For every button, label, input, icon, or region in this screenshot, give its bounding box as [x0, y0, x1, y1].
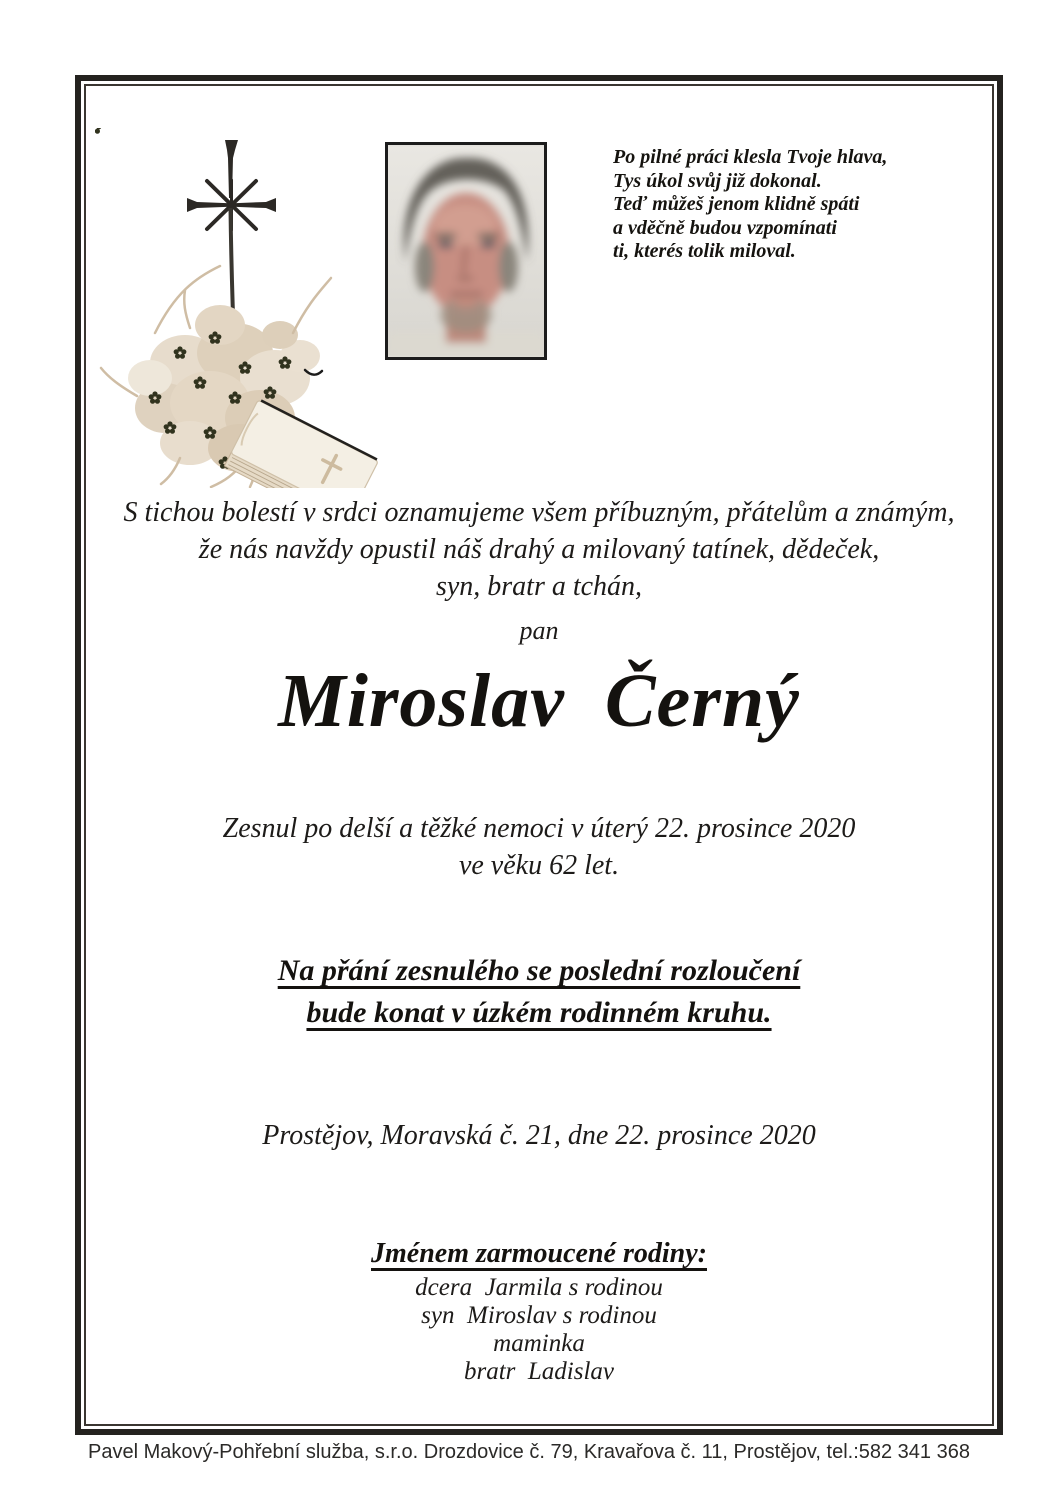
death-info-line: ve věku 62 let. [458, 850, 620, 881]
announcement-line: že nás navždy opustil náš drahý a milovaný tatínek, dědeček, [198, 534, 880, 565]
death-info-line: Zesnul po delší a těžké nemoci v úterý 22. prosince 2020 [222, 813, 856, 844]
farewell-line: bude konat v úzkém rodinném kruhu. [306, 996, 772, 1029]
family-member: dcera Jarmila s rodinou [415, 1274, 663, 1301]
portrait-image [388, 145, 544, 357]
condolence-poem [613, 146, 933, 264]
death-info [75, 810, 1003, 884]
family-member: bratr Ladislav [463, 1358, 615, 1385]
poem-line: a vděčně budou vzpomínati [613, 216, 837, 239]
salutation: pan [519, 616, 559, 645]
deceased-name: Miroslav Černý [278, 659, 800, 743]
poem-line: ti, kterés tolik miloval. [613, 240, 796, 262]
family-members-list [75, 1274, 1003, 1386]
cross-and-flowers-icon [95, 128, 405, 488]
poem-line: Po pilné práci klesla Tvoje hlava, [613, 146, 888, 168]
farewell-notice [75, 950, 1003, 1034]
cross-bouquet-svg [95, 128, 405, 488]
family-member: syn Miroslav s rodinou [421, 1302, 657, 1329]
announcement-text [75, 494, 1003, 605]
announcement-line: syn, bratr a tchán, [435, 571, 643, 602]
funeral-home-footer: Pavel Makový-Pohřební služba, s.r.o. Drozdovice č. 79, Kravařova č. 11, Prostějov, tel.:582 341 368 [88, 1441, 970, 1463]
family-member: maminka [493, 1330, 585, 1357]
poem-line: Tys úkol svůj již dokonal. [613, 169, 822, 192]
portrait-photo [385, 142, 547, 360]
place-and-date: Prostějov, Moravská č. 21, dne 22. prosince 2020 [262, 1120, 816, 1151]
poem-line: Teď můžeš jenom klidně spáti [613, 193, 860, 215]
announcement-line: S tichou bolestí v srdci oznamujeme všem příbuzným, přátelům a známým, [123, 497, 955, 528]
family-heading: Jménem zarmoucené rodiny: [371, 1238, 707, 1269]
farewell-line: Na přání zesnulého se poslední rozloučení [277, 954, 801, 987]
